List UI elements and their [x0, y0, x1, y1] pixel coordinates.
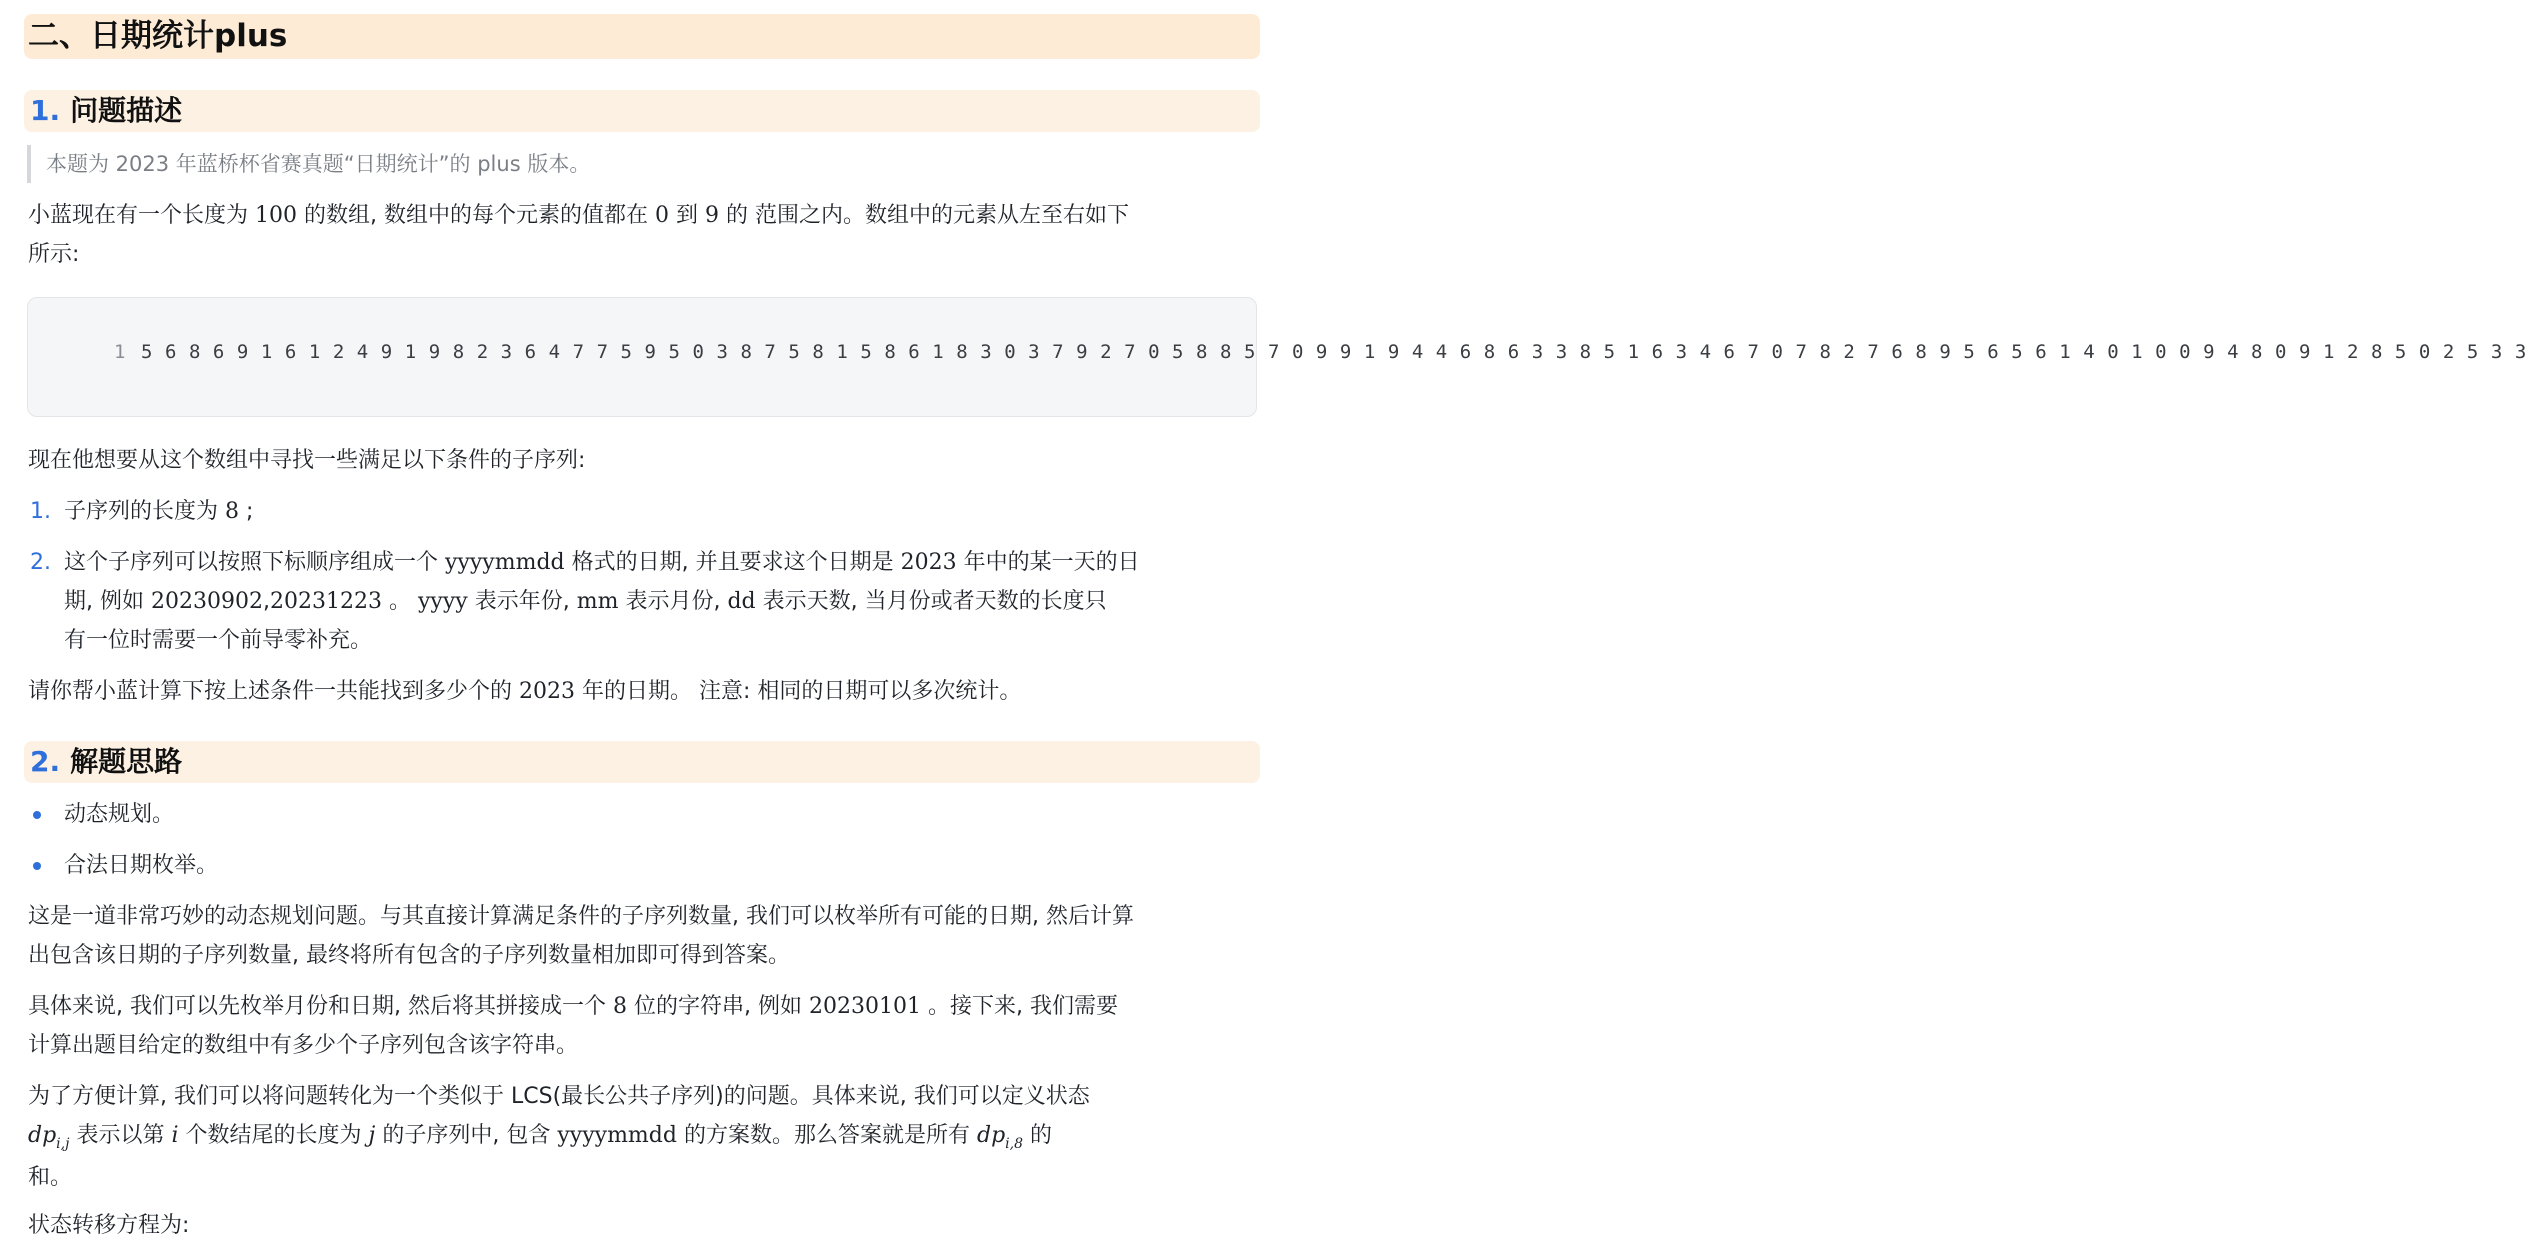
math: 2023 — [900, 550, 957, 575]
bullet-item: 合法日期枚举。 — [64, 853, 219, 878]
ask-paragraph — [28, 672, 1258, 711]
math: dd — [727, 589, 756, 614]
text: 小蓝现在有一个长度为 — [28, 203, 249, 228]
math-subscript: i,j — [56, 1136, 70, 1152]
line-number: 1 — [114, 341, 126, 363]
math: yyyy — [417, 589, 468, 614]
text: 请你帮小蓝计算下按上述条件一共能找到多少个的 — [28, 679, 513, 704]
text: 表示天数, 当月份或者天数的长度只 — [762, 589, 1107, 614]
text: 这个子序列可以按照下标顺序组成一个 — [64, 550, 439, 575]
paragraph — [28, 897, 1258, 975]
text: 到 — [676, 203, 699, 228]
math: yyyymmdd — [445, 550, 565, 575]
heading-problem — [24, 90, 1260, 132]
list-item — [64, 543, 1254, 660]
math: 100 — [255, 203, 298, 228]
heading-solution — [24, 741, 1260, 783]
text: 个数结尾的长度为 — [185, 1123, 362, 1148]
text: 有一位时需要一个前导零补充。 — [64, 628, 373, 653]
bullet-item: 动态规划。 — [64, 802, 175, 827]
math: 2023 — [519, 679, 576, 704]
text: 的子序列中, 包含 — [382, 1123, 551, 1148]
math: 0 — [655, 203, 670, 228]
text: 子序列的长度为 — [64, 499, 219, 524]
text: 年的日期。 注意: 相同的日期可以多次统计。 — [582, 679, 1022, 704]
text: 和。 — [28, 1165, 73, 1190]
paragraph — [28, 987, 1258, 1065]
math: j — [368, 1123, 376, 1148]
intro-paragraph — [28, 196, 1258, 274]
math: dp — [28, 1123, 57, 1148]
paragraph — [28, 1077, 1258, 1197]
text: 年中的某一天的日 — [963, 550, 1140, 575]
text: 的 — [1030, 1123, 1053, 1148]
math: 8 — [225, 499, 240, 524]
heading-text: 问题描述 — [70, 94, 183, 127]
math: 20231223 — [269, 589, 382, 614]
math: mm — [576, 589, 619, 614]
code-block[interactable] — [27, 297, 2527, 417]
text: 出包含该日期的子序列数量, 最终将所有包含的子序列数量相加即可得到答案。 — [28, 943, 790, 968]
heading-number: 1. — [30, 94, 61, 127]
conditions-intro: 现在他想要从这个数组中寻找一些满足以下条件的子序列: — [28, 448, 586, 473]
bullet-dot — [33, 862, 41, 870]
text: 位的字符串, 例如 — [633, 994, 802, 1019]
bullet-dot — [33, 811, 41, 819]
math-subscript: i,8 — [1005, 1136, 1023, 1152]
text: 。 — [388, 589, 411, 614]
text: 。接下来, 我们需要 — [927, 994, 1118, 1019]
text: 表示月份, — [625, 589, 721, 614]
text: 的数组, 数组中的每个元素的值都在 — [304, 203, 649, 228]
text: ; — [246, 499, 254, 524]
list-number: 2. — [30, 550, 51, 575]
list-number: 1. — [30, 499, 51, 524]
math: 20230101 — [808, 994, 921, 1019]
text: 期, 例如 — [64, 589, 144, 614]
section-title: 二、日期统计plus — [24, 14, 1260, 59]
math: 8 — [612, 994, 627, 1019]
heading-text: 解题思路 — [70, 745, 183, 778]
list-item — [64, 492, 1254, 531]
text: 的方案数。那么答案就是所有 — [683, 1123, 970, 1148]
text: 的 范围之内。数组中的元素从左至右如下 — [726, 203, 1130, 228]
math: 9 — [705, 203, 720, 228]
math: 20230902 — [151, 589, 263, 614]
text: 表示年份, — [474, 589, 570, 614]
text: 具体来说, 我们可以先枚举月份和日期, 然后将其拼接成一个 — [28, 994, 606, 1019]
text: 格式的日期, 并且要求这个日期是 — [571, 550, 894, 575]
text: 这是一道非常巧妙的动态规划问题。与其直接计算满足条件的子序列数量, 我们可以枚举所有可能的日期, 然后计算 — [28, 904, 1134, 929]
math: dp — [976, 1123, 1006, 1148]
blockquote: 本题为 2023 年蓝桥杯省赛真题“日期统计”的 plus 版本。 — [27, 145, 590, 183]
text: 计算出题目给定的数组中有多少个子序列包含该字符串。 — [28, 1033, 579, 1058]
math: i — [171, 1123, 179, 1148]
text: 所示: — [28, 242, 80, 267]
code-line: 5 6 8 6 9 1 6 1 2 4 9 1 9 8 2 3 6 4 7 7 5 9 5 0 3 8 7 5 8 1 5 8 6 1 8 3 0 3 7 9 2 7 0 5 8 8 5 7 0 9 9 1 9 4 4 6 8 6 3 3 8 5 1 6 3 4 6 7 0 7 8 2 7 6 8 9 5 6 5 6 1 4 0 1 0 0 9 4 8 0 9 1 2 8 5 0 2 5 3 3 — [141, 341, 2527, 363]
text: 表示以第 — [76, 1123, 165, 1148]
heading-number: 2. — [30, 745, 61, 778]
paragraph: 状态转移方程为: — [28, 1213, 190, 1238]
text: , — [262, 589, 270, 614]
text: 为了方便计算, 我们可以将问题转化为一个类似于 LCS(最长公共子序列)的问题。具体来说, 我们可以定义状态 — [28, 1084, 1090, 1109]
math: yyyymmdd — [557, 1123, 677, 1148]
